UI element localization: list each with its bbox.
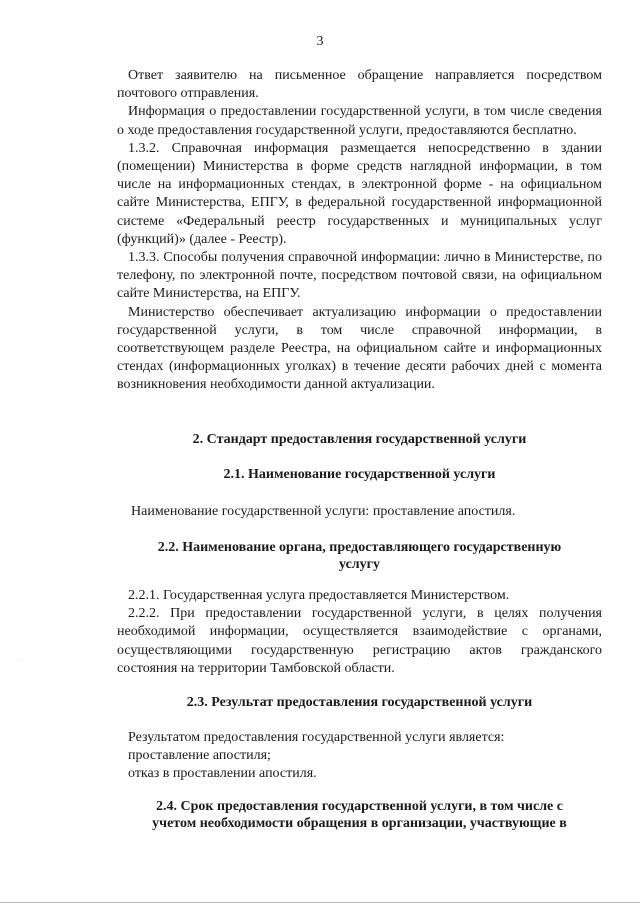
intro-block [117, 67, 602, 395]
section-2-1-text-block [117, 503, 602, 521]
section-2-2-heading-block [117, 539, 602, 573]
paragraph-2-2-2: 2.2.2. При предоставлении государственной услуги, в целях получения необходимой информации, осуществляется взаимодействие с органами, осуществляющими государственную регистрацию актов гражданского состояния на территории Тамбовской области. [117, 606, 602, 676]
paragraph-2-2-1: 2.2.1. Государственная услуга предоставляется Министерством. [128, 588, 510, 603]
section-2-2-heading-line2: услугу [339, 557, 380, 572]
scan-edge-line [0, 902, 640, 903]
paragraph-1-3-3: 1.3.3. Способы получения справочной информации: лично в Министерстве, по телефону, по электронной почте, посредством почтовой связи, на официальном сайте Министерства, на ЕПГУ. [117, 250, 602, 302]
result-item-refusal: отказ в проставлении апостиля. [128, 766, 317, 782]
section-2-1-heading: 2.1. Наименование государственной услуги [223, 467, 496, 482]
section-2-4-heading-line2: учетом необходимости обращения в организации, участвующие в [152, 816, 567, 831]
section-2-heading-block [117, 431, 602, 448]
section-2-2-heading-line1: 2.2. Наименование органа, предоставляющего государственную [157, 540, 562, 555]
result-intro: Результатом предоставления государственной услуги является: [128, 730, 505, 745]
result-item-apostille: проставление апостиля; [128, 748, 271, 764]
paragraph-1-3-2: 1.3.2. Справочная информация размещается непосредственно в здании (помещении) Министерства в форме средств наглядной информации, в том числе на информационных стендах, в электронной форме - на официальном сайте Министерства, ЕПГУ, в федеральной государственной информационной системе «Федеральный реестр государственных и муниципальных услуг (функций)» (далее - Реестр). [117, 140, 602, 247]
service-name-text: Наименование государственной услуги: проставление апостиля. [131, 504, 516, 519]
section-2-1-heading-block [117, 466, 602, 483]
paragraph-info-free: Информация о предоставлении государственной услуги, в том числе сведения о ходе предоставления государственной услуги, предоставляются бесплатно. [117, 104, 602, 138]
section-2-3-heading: 2.3. Результат предоставления государственной услуги [186, 695, 533, 710]
scan-speck [18, 660, 19, 661]
paragraph-reply: Ответ заявителю на письменное обращение направляется посредством почтового отправления. [117, 68, 602, 102]
section-2-4-heading-line1: 2.4. Срок предоставления государственной услуги, в том числе с [156, 799, 563, 814]
section-2-3-text-block [117, 729, 602, 784]
section-2-heading: 2. Стандарт предоставления государственной услуги [192, 432, 527, 447]
section-2-4-heading-block [117, 798, 602, 832]
section-2-3-heading-block [117, 694, 602, 711]
paragraph-actualization: Министерство обеспечивает актуализацию информации о предоставлении государственной услуги, в том числе справочной информации, в соответствующем разделе Реестра, на официальном сайте и информационных стендах (информационных уголках) в течение десяти рабочих дней с момента возникновения необходимости данной актуализации. [117, 304, 602, 393]
page-number: 3 [316, 34, 324, 49]
section-2-2-text-block [117, 587, 602, 678]
